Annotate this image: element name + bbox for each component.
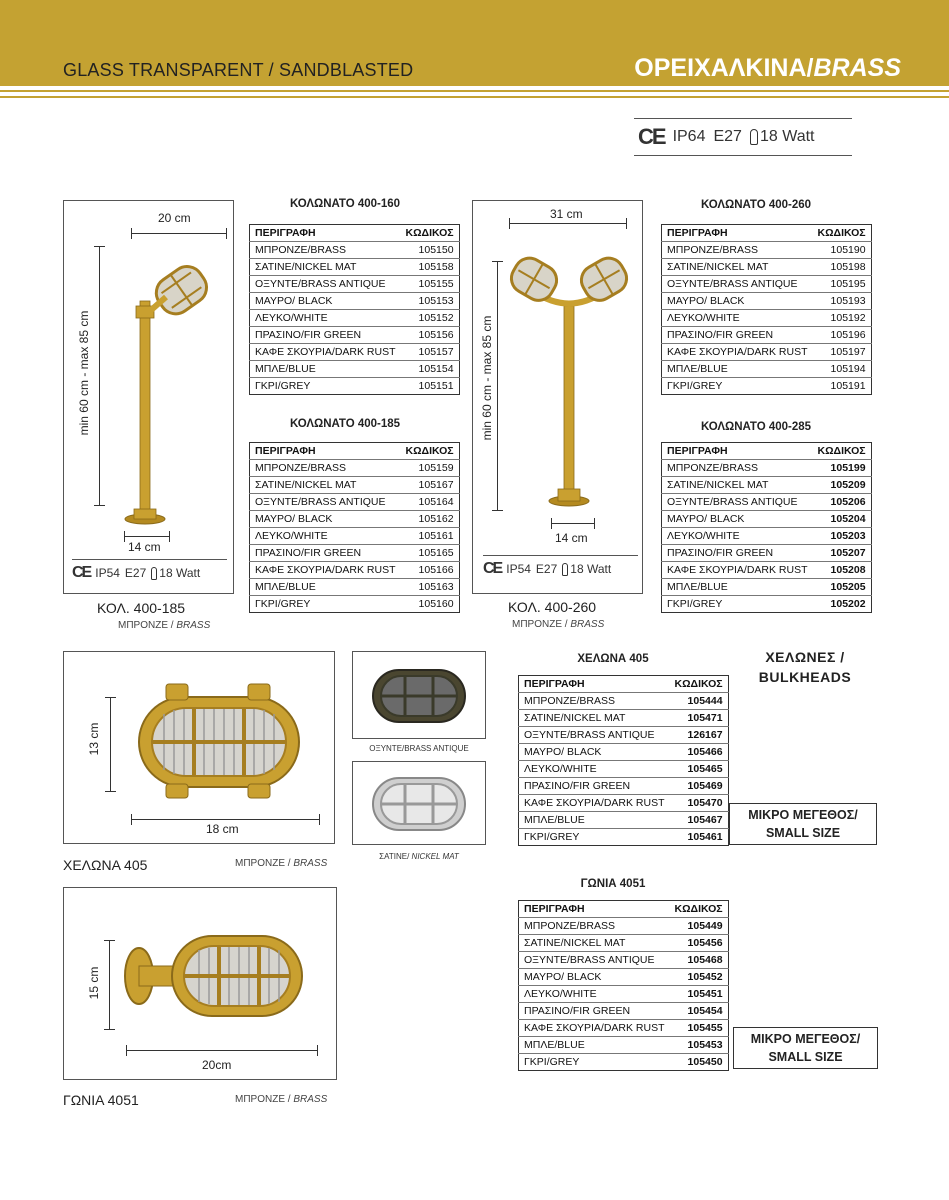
ip-rating: IP64: [672, 128, 706, 145]
table-row: [662, 378, 872, 395]
height-dimension-label: min 60 cm - max 85 cm: [77, 310, 91, 436]
table-row: [519, 778, 729, 795]
row-code: 105207: [813, 545, 872, 562]
table-row: [662, 477, 872, 494]
row-description: ΜΠΡΟΝΖΕ/BRASS: [250, 242, 401, 259]
row-code: 105465: [670, 761, 729, 778]
bulb-icon: [750, 129, 758, 145]
table-row: [662, 310, 872, 327]
base-dimension-label: 14 cm: [128, 540, 161, 554]
header-stripe: [0, 96, 949, 98]
table-row: [519, 761, 729, 778]
column-header-code: ΚΩΔΙΚΟΣ: [670, 901, 729, 918]
table-row: [250, 528, 460, 545]
row-code: 105161: [401, 528, 460, 545]
row-description: ΟΞΥΝΤΕ/BRASS ANTIQUE: [662, 494, 813, 511]
table-row: [662, 511, 872, 528]
table-row: [519, 1003, 729, 1020]
row-code: 105195: [813, 276, 872, 293]
width-dimension-label: 20cm: [202, 1058, 232, 1072]
row-description: ΜΠΛΕ/BLUE: [662, 579, 813, 596]
row-description: ΜΠΡΟΝΖΕ/BRASS: [519, 693, 670, 710]
variant-image-nickel-mat: [352, 761, 486, 845]
row-description: ΛΕΥΚΟ/WHITE: [519, 761, 670, 778]
row-description: ΜΑΥΡΟ/ BLACK: [250, 293, 401, 310]
row-description: ΠΡΑΣΙΝΟ/FIR GREEN: [250, 545, 401, 562]
row-code: 105160: [418, 598, 454, 610]
small-size-label: ΜΙΚΡΟ ΜΕΓΕΘΟΣ/ SMALL SIZE: [733, 1027, 878, 1069]
row-description: ΜΑΥΡΟ/ BLACK: [519, 744, 670, 761]
table-title: ΚΟΛΩΝΑΤΟ 400-185: [289, 418, 401, 430]
row-code: 105454: [670, 1003, 729, 1020]
row-code: 105167: [401, 477, 460, 494]
table-row: [662, 562, 872, 579]
table-row: [662, 242, 872, 259]
table-header-row: [250, 225, 460, 242]
row-code: 105470: [670, 795, 729, 812]
row-code: 105153: [401, 293, 460, 310]
row-description: ΣΑΤΙΝΕ/NICKEL MAT: [662, 477, 813, 494]
table-row: [662, 293, 872, 310]
table-row: [519, 727, 729, 744]
table-row: [250, 327, 460, 344]
row-code: 105202: [830, 598, 866, 610]
row-description: ΛΕΥΚΟ/WHITE: [250, 310, 401, 327]
row-description: ΜΠΛΕ/BLUE: [662, 361, 813, 378]
row-description: ΓΚΡΙ/GREY: [524, 831, 580, 843]
row-description: ΜΠΛΕ/BLUE: [519, 812, 670, 829]
row-code: 105204: [813, 511, 872, 528]
row-description: ΓΚΡΙ/GREY: [667, 598, 723, 610]
code-table-405: [518, 675, 729, 846]
bulkhead-antique-illustration: [353, 652, 485, 738]
ce-mark: CE: [483, 560, 502, 577]
table-row: [662, 545, 872, 562]
product-image-400-260: [472, 200, 643, 594]
product-image-405: [63, 651, 335, 844]
row-description: ΜΠΛΕ/BLUE: [250, 579, 401, 596]
row-code: 105466: [670, 744, 729, 761]
height-dimension-line: [109, 940, 110, 1030]
row-description: ΟΞΥΝΤΕ/BRASS ANTIQUE: [250, 494, 401, 511]
row-description: ΚΑΦΕ ΣΚΟΥΡΙΑ/DARK RUST: [250, 344, 401, 361]
product-cert: [72, 559, 227, 582]
wattage: 18 Watt: [151, 566, 200, 580]
row-description: ΚΑΦΕ ΣΚΟΥΡΙΑ/DARK RUST: [662, 562, 813, 579]
row-code: 105455: [670, 1020, 729, 1037]
base-dimension-line: [124, 536, 170, 537]
row-description: ΠΡΑΣΙΝΟ/FIR GREEN: [662, 545, 813, 562]
row-code: 105165: [401, 545, 460, 562]
row-code: 105209: [813, 477, 872, 494]
ce-mark: CE: [638, 124, 665, 149]
row-code: 105166: [401, 562, 460, 579]
product-image-4051: [63, 887, 337, 1080]
row-code: 105203: [813, 528, 872, 545]
row-code: 105449: [670, 918, 729, 935]
row-code: 105469: [670, 778, 729, 795]
table-row: [519, 1037, 729, 1054]
product-caption: ΚΟΛ. 400-260: [508, 599, 597, 615]
table-header-row: [662, 225, 872, 242]
table-row: [519, 795, 729, 812]
row-code: 105205: [813, 579, 872, 596]
height-dimension-label: 13 cm: [87, 722, 101, 756]
row-description: ΟΞΥΝΤΕ/BRASS ANTIQUE: [519, 727, 670, 744]
row-description: ΓΚΡΙ/GREY: [255, 380, 311, 392]
row-code: 105158: [401, 259, 460, 276]
row-description: ΟΞΥΝΤΕ/BRASS ANTIQUE: [250, 276, 401, 293]
row-description: ΚΑΦΕ ΣΚΟΥΡΙΑ/DARK RUST: [519, 1020, 670, 1037]
row-description: ΣΑΤΙΝΕ/NICKEL MAT: [250, 477, 401, 494]
code-table-400-185: [249, 442, 460, 613]
column-header-code: ΚΩΔΙΚΟΣ: [670, 676, 729, 693]
row-description: ΓΚΡΙ/GREY: [667, 380, 723, 392]
height-dimension-line: [99, 246, 100, 506]
table-row: [519, 693, 729, 710]
row-description: ΛΕΥΚΟ/WHITE: [250, 528, 401, 545]
row-code: 105152: [401, 310, 460, 327]
table-row: [519, 710, 729, 727]
row-description: ΣΑΤΙΝΕ/NICKEL MAT: [662, 259, 813, 276]
column-header-description: ΠΕΡΙΓΡΑΦΗ: [662, 225, 813, 242]
table-row: [250, 344, 460, 361]
bulb-icon: [562, 563, 568, 576]
width-dimension-label: 20 cm: [158, 211, 191, 225]
row-code: 105467: [670, 812, 729, 829]
table-title: ΚΟΛΩΝΑΤΟ 400-260: [700, 199, 812, 211]
row-code: 105162: [401, 511, 460, 528]
row-description: ΜΠΡΟΝΖΕ/BRASS: [519, 918, 670, 935]
table-row: [250, 293, 460, 310]
table-header-row: [662, 443, 872, 460]
product-caption: ΓΩΝΙΑ 4051: [63, 1092, 139, 1108]
certification-bar: [634, 118, 852, 156]
product-caption: ΧΕΛΩΝΑ 405: [63, 857, 148, 873]
table-row: [250, 477, 460, 494]
row-description: ΜΑΥΡΟ/ BLACK: [519, 969, 670, 986]
wattage: 18 Watt: [562, 562, 611, 576]
table-row: [519, 829, 729, 846]
column-header-description: ΠΕΡΙΓΡΑΦΗ: [519, 901, 670, 918]
row-description: ΟΞΥΝΤΕ/BRASS ANTIQUE: [519, 952, 670, 969]
table-row: [519, 918, 729, 935]
bulkhead-nickel-illustration: [353, 762, 485, 844]
row-code: 105151: [418, 380, 454, 392]
product-image-400-185: [63, 200, 234, 594]
wattage: 18 Watt: [750, 128, 815, 146]
code-table-400-260: [661, 224, 872, 395]
table-row: [250, 310, 460, 327]
row-description: ΣΑΤΙΝΕ/NICKEL MAT: [519, 935, 670, 952]
table-row: [250, 562, 460, 579]
row-description: ΟΞΥΝΤΕ/BRASS ANTIQUE: [662, 276, 813, 293]
table-row: [662, 528, 872, 545]
product-finish: ΜΠΡΟΝΖΕ / BRASS: [512, 619, 605, 630]
row-description: ΛΕΥΚΟ/WHITE: [519, 986, 670, 1003]
table-header-row: [519, 901, 729, 918]
base-dimension-label: 14 cm: [555, 531, 588, 545]
product-cert: [483, 555, 638, 578]
column-header-description: ΠΕΡΙΓΡΑΦΗ: [250, 225, 401, 242]
bollard-double-illustration: [473, 201, 641, 551]
row-code: 105444: [670, 693, 729, 710]
row-code: 105208: [813, 562, 872, 579]
row-code: 105190: [813, 242, 872, 259]
row-code: 105206: [813, 494, 872, 511]
header-stripe: [0, 90, 949, 92]
height-dimension-line: [110, 697, 111, 792]
row-description: ΛΕΥΚΟ/WHITE: [662, 310, 813, 327]
table-row: [250, 276, 460, 293]
ip-rating: IP54: [506, 562, 531, 576]
table-row: [519, 1020, 729, 1037]
row-code: 105198: [813, 259, 872, 276]
table-row: [250, 511, 460, 528]
height-dimension-label: 15 cm: [87, 966, 101, 1000]
row-description: ΜΑΥΡΟ/ BLACK: [250, 511, 401, 528]
column-header-code: ΚΩΔΙΚΟΣ: [813, 225, 872, 242]
row-code: 105164: [401, 494, 460, 511]
code-table-4051: [518, 900, 729, 1071]
row-description: ΜΠΡΟΝΖΕ/BRASS: [662, 460, 813, 477]
bulb-icon: [151, 567, 157, 580]
base-dimension-line: [551, 523, 595, 524]
table-title: ΚΟΛΩΝΑΤΟ 400-285: [700, 421, 812, 433]
table-row: [250, 378, 460, 395]
table-title: ΧΕΛΩΝΑ 405: [577, 653, 649, 665]
bulkhead-illustration: [64, 652, 334, 842]
row-code: 105157: [401, 344, 460, 361]
table-row: [519, 1054, 729, 1071]
table-row: [250, 259, 460, 276]
row-description: ΠΡΑΣΙΝΟ/FIR GREEN: [519, 1003, 670, 1020]
table-row: [662, 327, 872, 344]
row-description: ΓΚΡΙ/GREY: [524, 1056, 580, 1068]
column-header-code: ΚΩΔΙΚΟΣ: [401, 443, 460, 460]
table-row: [250, 494, 460, 511]
width-dimension-label: 18 cm: [206, 822, 239, 836]
table-row: [250, 242, 460, 259]
header-left-title: GLASS TRANSPARENT / SANDBLASTED: [63, 60, 414, 80]
row-code: 105468: [670, 952, 729, 969]
socket-type: E27: [535, 562, 558, 576]
row-code: 105471: [670, 710, 729, 727]
socket-type: E27: [713, 128, 742, 145]
row-code: 105154: [401, 361, 460, 378]
column-header-description: ΠΕΡΙΓΡΑΦΗ: [519, 676, 670, 693]
table-row: [662, 494, 872, 511]
table-header-row: [519, 676, 729, 693]
row-code: 105450: [687, 1056, 723, 1068]
column-header-code: ΚΩΔΙΚΟΣ: [401, 225, 460, 242]
row-code: 105163: [401, 579, 460, 596]
small-size-label: ΜΙΚΡΟ ΜΕΓΕΘΟΣ/ SMALL SIZE: [729, 803, 877, 845]
row-description: ΜΠΛΕ/BLUE: [519, 1037, 670, 1054]
row-description: ΠΡΑΣΙΝΟ/FIR GREEN: [250, 327, 401, 344]
column-header-code: ΚΩΔΙΚΟΣ: [813, 443, 872, 460]
table-row: [250, 596, 460, 613]
row-code: 105456: [670, 935, 729, 952]
table-row: [519, 935, 729, 952]
row-description: ΜΠΡΟΝΖΕ/BRASS: [250, 460, 401, 477]
table-row: [662, 579, 872, 596]
ip-rating: IP54: [95, 566, 120, 580]
row-code: 105159: [401, 460, 460, 477]
table-title: ΚΟΛΩΝΑΤΟ 400-160: [289, 198, 401, 210]
bulkheads-heading: ΧΕΛΩΝΕΣ / BULKHEADS: [758, 649, 852, 685]
row-description: ΜΑΥΡΟ/ BLACK: [662, 293, 813, 310]
row-code: 105193: [813, 293, 872, 310]
table-row: [519, 986, 729, 1003]
table-row: [250, 361, 460, 378]
column-header-description: ΠΕΡΙΓΡΑΦΗ: [662, 443, 813, 460]
table-row: [662, 259, 872, 276]
row-description: ΓΚΡΙ/GREY: [255, 598, 311, 610]
row-description: ΜΑΥΡΟ/ BLACK: [662, 511, 813, 528]
product-finish: ΜΠΡΟΝΖΕ / BRASS: [235, 858, 328, 869]
row-code: 105451: [670, 986, 729, 1003]
code-table-400-160: [249, 224, 460, 395]
table-row: [662, 460, 872, 477]
code-table-400-285: [661, 442, 872, 613]
row-description: ΚΑΦΕ ΣΚΟΥΡΙΑ/DARK RUST: [250, 562, 401, 579]
row-description: ΣΑΤΙΝΕ/NICKEL MAT: [250, 259, 401, 276]
width-dimension-line: [126, 1050, 318, 1051]
width-dimension-line: [131, 233, 227, 234]
row-description: ΜΠΛΕ/BLUE: [250, 361, 401, 378]
product-finish: ΜΠΡΟΝΖΕ / BRASS: [118, 620, 211, 631]
table-header-row: [250, 443, 460, 460]
width-dimension-line: [131, 819, 320, 820]
table-row: [519, 812, 729, 829]
table-row: [519, 969, 729, 986]
table-row: [519, 952, 729, 969]
row-code: 105191: [830, 380, 866, 392]
row-code: 126167: [670, 727, 729, 744]
row-description: ΛΕΥΚΟ/WHITE: [662, 528, 813, 545]
row-code: 105452: [670, 969, 729, 986]
row-code: 105199: [813, 460, 872, 477]
variant-caption: ΟΞΥΝΤΕ/BRASS ANTIQUE: [369, 744, 469, 753]
row-description: ΚΑΦΕ ΣΚΟΥΡΙΑ/DARK RUST: [519, 795, 670, 812]
height-dimension-label: min 60 cm - max 85 cm: [480, 315, 494, 441]
table-row: [662, 361, 872, 378]
header-right-title: ΟΡΕΙΧΑΛΚΙΝΑ/BRASS: [634, 54, 901, 82]
table-title: ΓΩΝΙΑ 4051: [580, 878, 646, 890]
product-finish: ΜΠΡΟΝΖΕ / BRASS: [235, 1094, 328, 1105]
row-description: ΠΡΑΣΙΝΟ/FIR GREEN: [519, 778, 670, 795]
row-description: ΚΑΦΕ ΣΚΟΥΡΙΑ/DARK RUST: [662, 344, 813, 361]
row-code: 105156: [401, 327, 460, 344]
row-code: 105194: [813, 361, 872, 378]
table-row: [662, 344, 872, 361]
socket-type: E27: [124, 566, 147, 580]
ce-mark: CE: [72, 564, 91, 581]
row-description: ΜΠΡΟΝΖΕ/BRASS: [662, 242, 813, 259]
variant-image-brass-antique: [352, 651, 486, 739]
row-code: 105453: [670, 1037, 729, 1054]
table-row: [662, 596, 872, 613]
product-caption: ΚΟΛ. 400-185: [97, 600, 186, 616]
table-row: [519, 744, 729, 761]
row-code: 105150: [401, 242, 460, 259]
row-code: 105196: [813, 327, 872, 344]
row-code: 105155: [401, 276, 460, 293]
row-code: 105197: [813, 344, 872, 361]
row-description: ΠΡΑΣΙΝΟ/FIR GREEN: [662, 327, 813, 344]
variant-caption: ΣΑΤΙΝΕ/ NICKEL MAT: [379, 852, 459, 861]
width-dimension-line: [509, 223, 627, 224]
table-row: [250, 579, 460, 596]
column-header-description: ΠΕΡΙΓΡΑΦΗ: [250, 443, 401, 460]
width-dimension-label: 31 cm: [550, 207, 583, 221]
table-row: [662, 276, 872, 293]
row-code: 105461: [687, 831, 723, 843]
table-row: [250, 545, 460, 562]
row-code: 105192: [813, 310, 872, 327]
height-dimension-line: [497, 261, 498, 511]
table-row: [250, 460, 460, 477]
row-description: ΣΑΤΙΝΕ/NICKEL MAT: [519, 710, 670, 727]
